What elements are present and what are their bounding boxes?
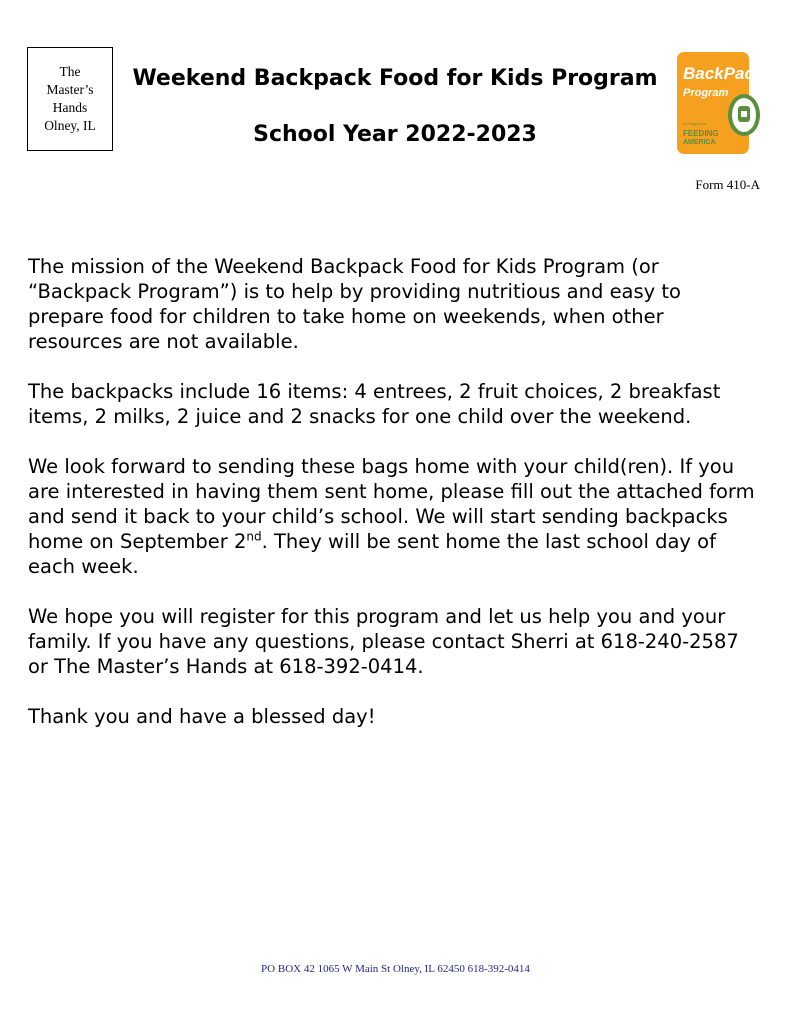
logo-america-text: AMERICA xyxy=(683,139,716,146)
paragraph-contact: We hope you will register for this program and let us help you and your family. If you have any questions, please contact Sherri at 618-240-2587 or The Master’s Hands at 618-392-0414. xyxy=(28,605,739,678)
logo-feeding-text: FEEDING xyxy=(683,129,719,138)
backpack-program-logo xyxy=(675,47,777,155)
ordinal-suffix: nd xyxy=(246,529,262,544)
paragraph-mission: The mission of the Weekend Backpack Food for Kids Program (or “Backpack Program”) is to help by providing nutritious and easy to prepare food for children to take home on weekends, when other resources are not available. xyxy=(28,255,681,353)
schedule-text-a: We look forward to sending these bags home with your child(ren). If you are interested in having them sent home, please fill out the attached form and send it back to your child’s school. We will start sending backpacks home on September 2 xyxy=(28,455,755,553)
schedule-text-b: . They will be sent home the last school day of each week. xyxy=(28,530,716,578)
logo-text-program: Program xyxy=(683,87,729,99)
document-subtitle: School Year 2022-2023 xyxy=(253,122,537,147)
paragraph-closing: Thank you and have a blessed day! xyxy=(28,705,376,728)
org-line: Hands xyxy=(52,100,88,115)
logo-small-text: A Program of xyxy=(683,121,707,126)
org-line: The xyxy=(59,64,81,79)
footer-address: PO BOX 42 1065 W Main St Olney, IL 62450 618-392-0414 xyxy=(261,963,530,975)
org-line: Olney, IL xyxy=(44,118,96,133)
organization-name-box xyxy=(27,47,113,151)
letter-body xyxy=(28,254,758,754)
org-line: Master’s xyxy=(46,82,94,97)
paragraph-contents: The backpacks include 16 items: 4 entrees, 2 fruit choices, 2 breakfast items, 2 milks, 2 juice and 2 snacks for one child over the weekend. xyxy=(28,380,721,428)
logo-text-backpack: BackPack xyxy=(683,64,764,83)
document-title: Weekend Backpack Food for Kids Program xyxy=(132,66,658,91)
paragraph-schedule xyxy=(28,454,758,579)
form-number: Form 410-A xyxy=(695,177,760,192)
backpack-icon xyxy=(728,94,760,136)
